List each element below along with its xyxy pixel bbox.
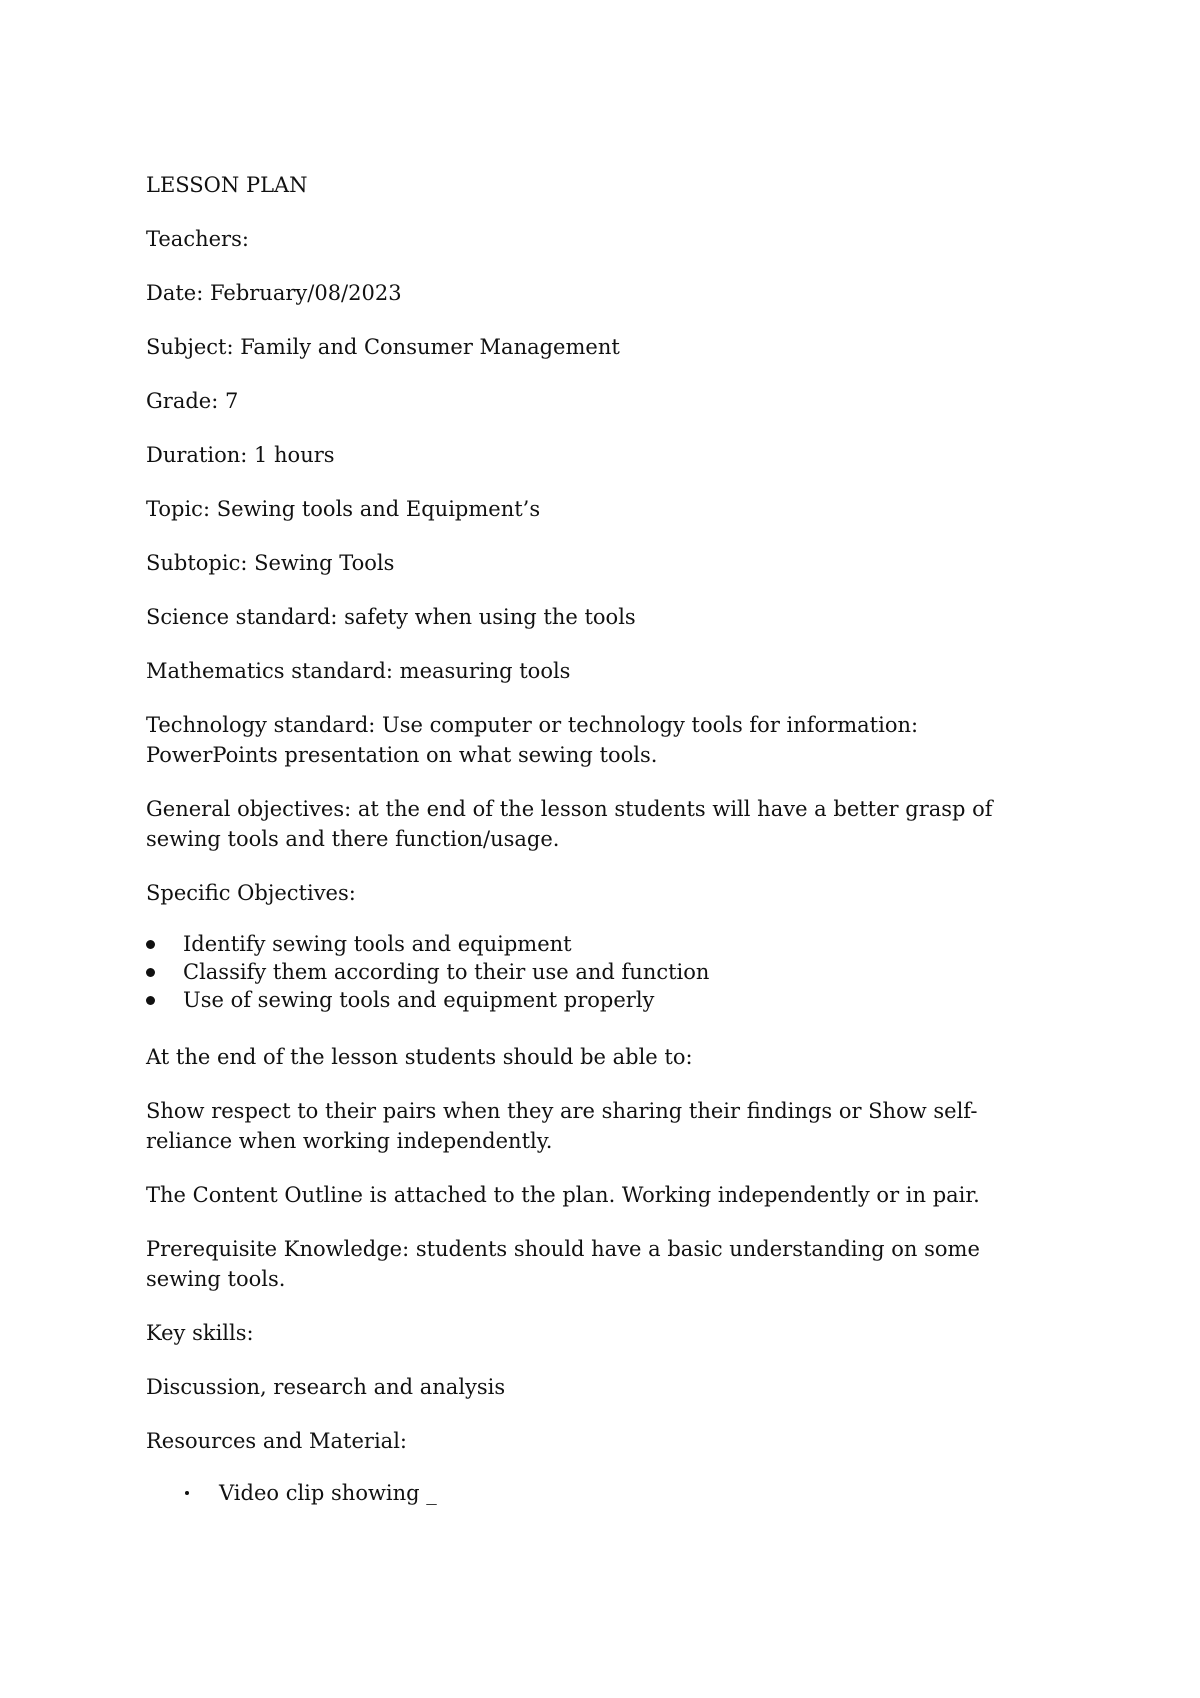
technology-standard-paragraph: Technology standard: Use computer or technology tools for information: PowerPoints presentation on what sewing tools.: [146, 713, 919, 767]
list-item-text: Identify sewing tools and equipment: [183, 932, 572, 956]
duration-line: Duration: 1 hours: [146, 443, 335, 467]
list-item-text: Use of sewing tools and equipment properly: [183, 988, 655, 1012]
resource-item-text: Video clip showing _: [219, 1481, 437, 1505]
resources-heading: Resources and Material:: [146, 1429, 407, 1453]
content-outline-paragraph: The Content Outline is attached to the plan. Working independently or in pair.: [146, 1183, 980, 1207]
grade-line: Grade: 7: [146, 389, 239, 413]
subject-line: Subject: Family and Consumer Management: [146, 335, 620, 359]
small-bullet-icon: [185, 1491, 189, 1495]
mathematics-standard-line: Mathematics standard: measuring tools: [146, 659, 571, 683]
bullet-icon: [146, 996, 155, 1005]
date-line: Date: February/08/2023: [146, 281, 402, 305]
resource-list-item: [146, 1478, 1046, 1508]
key-skills-heading: Key skills:: [146, 1321, 254, 1345]
list-item: [146, 930, 1046, 958]
subtopic-line: Subtopic: Sewing Tools: [146, 551, 395, 575]
respect-paragraph: Show respect to their pairs when they are sharing their findings or Show self-reliance when working independently.: [146, 1099, 978, 1153]
general-objectives-paragraph: General objectives: at the end of the lesson students will have a better grasp of sewing tools and there function/usage.: [146, 797, 993, 851]
key-skills-text: Discussion, research and analysis: [146, 1375, 506, 1399]
science-standard-line: Science standard: safety when using the tools: [146, 605, 636, 629]
able-to-heading: At the end of the lesson students should be able to:: [146, 1045, 693, 1069]
specific-objectives-heading: Specific Objectives:: [146, 881, 356, 905]
prerequisite-knowledge-paragraph: Prerequisite Knowledge: students should have a basic understanding on some sewing tools.: [146, 1237, 980, 1291]
topic-line: Topic: Sewing tools and Equipment’s: [146, 497, 541, 521]
bullet-icon: [146, 968, 155, 977]
document-title: LESSON PLAN: [146, 173, 308, 197]
list-item: [146, 986, 1046, 1014]
list-item: [146, 958, 1046, 986]
bullet-icon: [146, 940, 155, 949]
list-item-text: Classify them according to their use and function: [183, 960, 710, 984]
specific-objectives-list: [146, 930, 1046, 1014]
lesson-plan-content: [146, 170, 1046, 1508]
teachers-line: Teachers:: [146, 227, 249, 251]
